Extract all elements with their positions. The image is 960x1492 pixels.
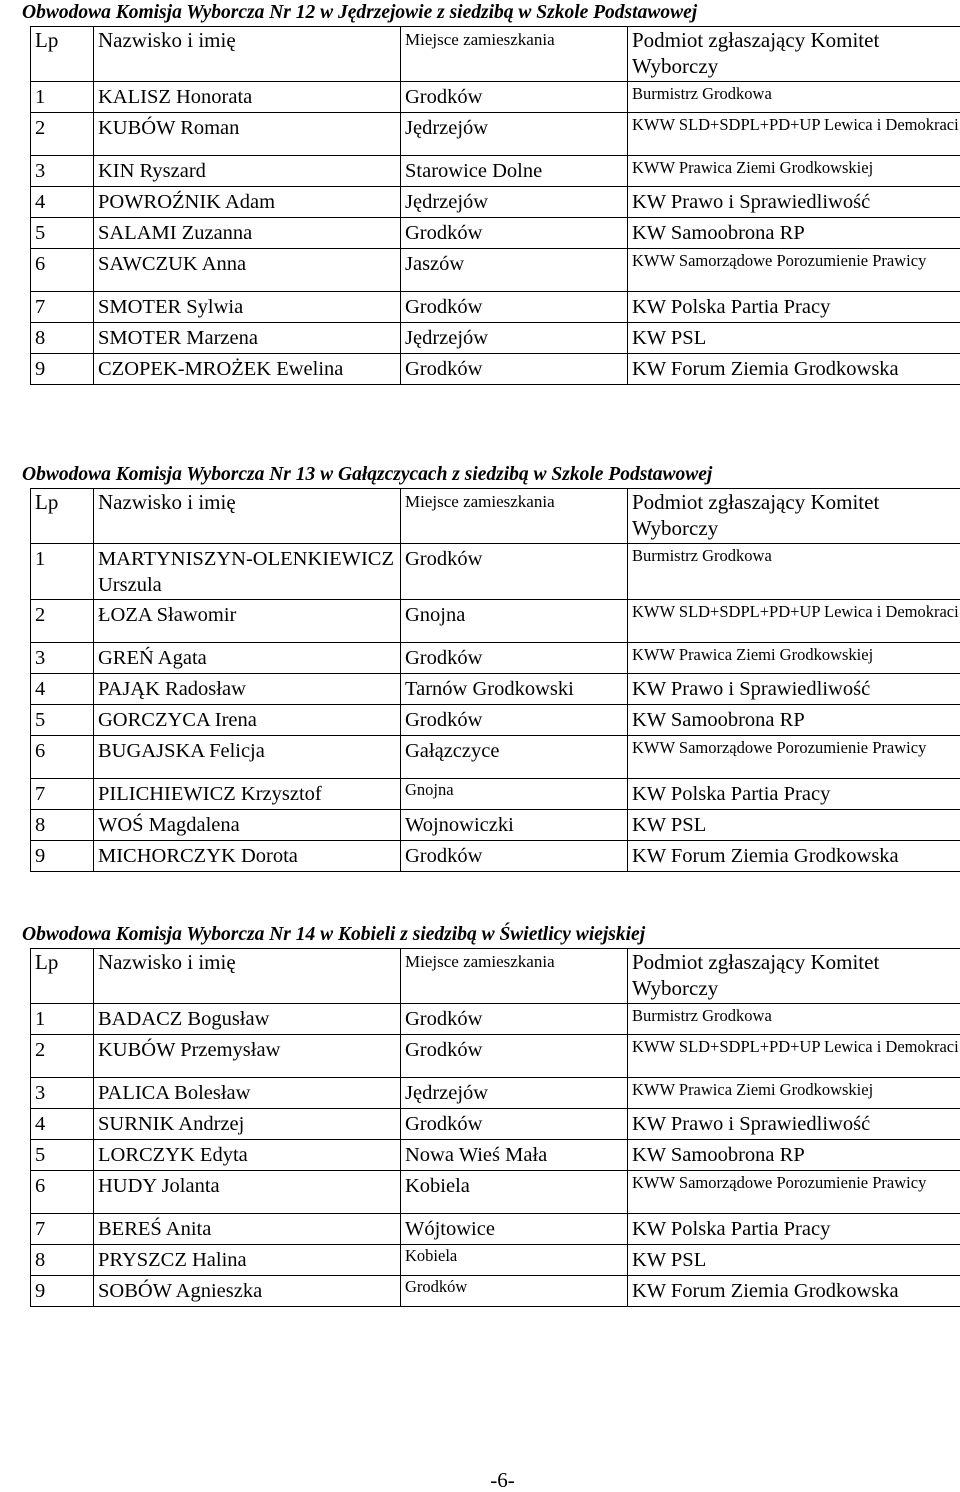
cell-sponsor: KW Polska Partia Pracy	[628, 1214, 960, 1245]
cell-sponsor: KW PSL	[628, 1245, 960, 1276]
cell-place: Nowa Wieś Mała	[401, 1140, 628, 1171]
place-text: Gnojna	[405, 780, 454, 799]
header-sponsor	[628, 949, 960, 1004]
sponsor-text: KWW Prawica Ziemi Grodkowskiej	[632, 1080, 874, 1099]
table-header-row	[31, 489, 960, 544]
cell-sponsor	[628, 156, 960, 187]
cell-lp: 4	[31, 1109, 94, 1140]
cell-lp: 3	[31, 156, 94, 187]
table-row	[31, 1171, 960, 1214]
header-lp: Lp	[31, 949, 94, 1004]
members-table	[30, 488, 960, 872]
cell-lp: 5	[31, 705, 94, 736]
cell-name: PALICA Bolesław	[94, 1078, 401, 1109]
table-row	[31, 1276, 960, 1307]
cell-lp: 7	[31, 779, 94, 810]
cell-lp: 5	[31, 218, 94, 249]
cell-place: Jędrzejów	[401, 113, 628, 156]
header-name: Nazwisko i imię	[94, 489, 401, 544]
cell-lp: 9	[31, 1276, 94, 1307]
table-row	[31, 249, 960, 292]
cell-lp: 7	[31, 292, 94, 323]
header-sponsor-line1: Podmiot zgłaszający Komitet	[632, 950, 880, 974]
cell-lp: 4	[31, 674, 94, 705]
sponsor-text: KWW SLD+SDPL+PD+UP Lewica i Demokraci	[632, 115, 959, 134]
header-sponsor-line2: Wyborczy	[632, 516, 719, 540]
table-row	[31, 113, 960, 156]
page-number: -6-	[490, 1468, 515, 1492]
cell-place: Wójtowice	[401, 1214, 628, 1245]
cell-place: Grodków	[401, 1004, 628, 1035]
sponsor-text: KWW SLD+SDPL+PD+UP Lewica i Demokraci	[632, 602, 959, 621]
cell-lp: 3	[31, 643, 94, 674]
cell-lp: 2	[31, 1035, 94, 1078]
cell-sponsor: KW Forum Ziemia Grodkowska	[628, 841, 960, 872]
cell-name: POWROŹNIK Adam	[94, 187, 401, 218]
sponsor-text: KWW Prawica Ziemi Grodkowskiej	[632, 158, 874, 177]
cell-sponsor	[628, 113, 960, 156]
cell-sponsor	[628, 249, 960, 292]
header-lp: Lp	[31, 489, 94, 544]
cell-name: WOŚ Magdalena	[94, 810, 401, 841]
table-row	[31, 218, 960, 249]
cell-place	[401, 1276, 628, 1307]
members-table	[30, 948, 960, 1307]
table-row	[31, 779, 960, 810]
table-row	[31, 841, 960, 872]
cell-sponsor: KW Samoobrona RP	[628, 1140, 960, 1171]
header-place: Miejsce zamieszkania	[401, 489, 628, 544]
cell-place: Gałązczyce	[401, 736, 628, 779]
cell-name: BEREŚ Anita	[94, 1214, 401, 1245]
cell-place: Jaszów	[401, 249, 628, 292]
cell-place: Grodków	[401, 1035, 628, 1078]
cell-name: PILICHIEWICZ Krzysztof	[94, 779, 401, 810]
sponsor-text: KWW Prawica Ziemi Grodkowskiej	[632, 645, 874, 664]
table-row	[31, 1140, 960, 1171]
cell-sponsor	[628, 600, 960, 643]
table-row	[31, 810, 960, 841]
cell-name: KUBÓW Roman	[94, 113, 401, 156]
sponsor-text: Burmistrz Grodkowa	[632, 546, 772, 565]
cell-sponsor: KW Samoobrona RP	[628, 705, 960, 736]
cell-lp: 2	[31, 113, 94, 156]
sponsor-text: Burmistrz Grodkowa	[632, 1006, 772, 1025]
cell-place: Grodków	[401, 292, 628, 323]
cell-sponsor	[628, 643, 960, 674]
cell-lp: 6	[31, 1171, 94, 1214]
header-place: Miejsce zamieszkania	[401, 949, 628, 1004]
cell-place: Grodków	[401, 218, 628, 249]
table-row	[31, 187, 960, 218]
cell-name: SALAMI Zuzanna	[94, 218, 401, 249]
cell-place: Grodków	[401, 82, 628, 113]
table-row	[31, 1035, 960, 1078]
table-row	[31, 292, 960, 323]
header-sponsor-line1: Podmiot zgłaszający Komitet	[632, 28, 880, 52]
cell-name: SOBÓW Agnieszka	[94, 1276, 401, 1307]
cell-lp: 6	[31, 249, 94, 292]
cell-name: KALISZ Honorata	[94, 82, 401, 113]
header-lp: Lp	[31, 27, 94, 82]
cell-sponsor	[628, 736, 960, 779]
section-title: Obwodowa Komisja Wyborcza Nr 12 w Jędrzejowie z siedzibą w Szkole Podstawowej	[22, 2, 698, 23]
place-text: Grodków	[405, 1277, 468, 1296]
header-sponsor	[628, 27, 960, 82]
table-row	[31, 544, 960, 600]
cell-sponsor: KW Prawo i Sprawiedliwość	[628, 187, 960, 218]
cell-place	[401, 779, 628, 810]
cell-name: MICHORCZYK Dorota	[94, 841, 401, 872]
cell-name: LORCZYK Edyta	[94, 1140, 401, 1171]
table-row	[31, 674, 960, 705]
table-header-row	[31, 949, 960, 1004]
cell-sponsor: KW Samoobrona RP	[628, 218, 960, 249]
cell-sponsor	[628, 1035, 960, 1078]
cell-name: HUDY Jolanta	[94, 1171, 401, 1214]
table-row	[31, 705, 960, 736]
cell-place: Gnojna	[401, 600, 628, 643]
sponsor-text: KWW Samorządowe Porozumienie Prawicy	[632, 251, 927, 270]
cell-lp: 8	[31, 810, 94, 841]
cell-sponsor	[628, 1078, 960, 1109]
cell-lp: 9	[31, 841, 94, 872]
section-title: Obwodowa Komisja Wyborcza Nr 14 w Kobieli z siedzibą w Świetlicy wiejskiej	[22, 924, 646, 945]
header-sponsor-line1: Podmiot zgłaszający Komitet	[632, 490, 880, 514]
cell-name: GREŃ Agata	[94, 643, 401, 674]
cell-place: Grodków	[401, 643, 628, 674]
table-row	[31, 736, 960, 779]
header-sponsor	[628, 489, 960, 544]
cell-name: SMOTER Sylwia	[94, 292, 401, 323]
table-row	[31, 1245, 960, 1276]
table-row	[31, 1078, 960, 1109]
cell-name: MARTYNISZYN-OLENKIEWICZ Urszula	[94, 544, 401, 600]
table-row	[31, 1109, 960, 1140]
cell-name: GORCZYCA Irena	[94, 705, 401, 736]
table-row	[31, 600, 960, 643]
cell-lp: 1	[31, 1004, 94, 1035]
sponsor-text: KWW SLD+SDPL+PD+UP Lewica i Demokraci	[632, 1037, 959, 1056]
cell-place: Grodków	[401, 841, 628, 872]
cell-name: CZOPEK-MROŻEK Ewelina	[94, 354, 401, 385]
section-title: Obwodowa Komisja Wyborcza Nr 13 w Gałązczycach z siedzibą w Szkole Podstawowej	[22, 464, 713, 485]
header-sponsor-line2: Wyborczy	[632, 976, 719, 1000]
cell-place	[401, 1245, 628, 1276]
cell-lp: 6	[31, 736, 94, 779]
cell-sponsor: KW PSL	[628, 323, 960, 354]
cell-lp: 9	[31, 354, 94, 385]
header-name: Nazwisko i imię	[94, 949, 401, 1004]
cell-sponsor	[628, 544, 960, 600]
sponsor-text: Burmistrz Grodkowa	[632, 84, 772, 103]
table-header-row	[31, 27, 960, 82]
members-table	[30, 26, 960, 385]
cell-place: Kobiela	[401, 1171, 628, 1214]
cell-sponsor: KW Forum Ziemia Grodkowska	[628, 354, 960, 385]
cell-lp: 2	[31, 600, 94, 643]
cell-place: Grodków	[401, 1109, 628, 1140]
cell-sponsor: KW Forum Ziemia Grodkowska	[628, 1276, 960, 1307]
cell-lp: 7	[31, 1214, 94, 1245]
cell-place: Grodków	[401, 354, 628, 385]
cell-place: Grodków	[401, 544, 628, 600]
header-place: Miejsce zamieszkania	[401, 27, 628, 82]
cell-place: Jędrzejów	[401, 187, 628, 218]
cell-name: PRYSZCZ Halina	[94, 1245, 401, 1276]
cell-sponsor: KW Polska Partia Pracy	[628, 779, 960, 810]
cell-place: Tarnów Grodkowski	[401, 674, 628, 705]
cell-name: KIN Ryszard	[94, 156, 401, 187]
cell-place: Jędrzejów	[401, 1078, 628, 1109]
table-row	[31, 82, 960, 113]
cell-place: Grodków	[401, 705, 628, 736]
cell-sponsor	[628, 1004, 960, 1035]
cell-name: SAWCZUK Anna	[94, 249, 401, 292]
cell-name: BADACZ Bogusław	[94, 1004, 401, 1035]
table-row	[31, 354, 960, 385]
cell-lp: 3	[31, 1078, 94, 1109]
table-row	[31, 1214, 960, 1245]
cell-name: PAJĄK Radosław	[94, 674, 401, 705]
cell-name: SURNIK Andrzej	[94, 1109, 401, 1140]
cell-name: ŁOZA Sławomir	[94, 600, 401, 643]
cell-sponsor: KW PSL	[628, 810, 960, 841]
place-text: Kobiela	[405, 1246, 458, 1265]
header-name: Nazwisko i imię	[94, 27, 401, 82]
table-row	[31, 323, 960, 354]
cell-lp: 5	[31, 1140, 94, 1171]
sponsor-text: KWW Samorządowe Porozumienie Prawicy	[632, 1173, 927, 1192]
cell-sponsor: KW Prawo i Sprawiedliwość	[628, 674, 960, 705]
cell-name: BUGAJSKA Felicja	[94, 736, 401, 779]
cell-lp: 8	[31, 1245, 94, 1276]
cell-place: Jędrzejów	[401, 323, 628, 354]
table-row	[31, 156, 960, 187]
cell-lp: 4	[31, 187, 94, 218]
header-sponsor-line2: Wyborczy	[632, 54, 719, 78]
cell-lp: 8	[31, 323, 94, 354]
cell-place: Wojnowiczki	[401, 810, 628, 841]
table-row	[31, 643, 960, 674]
cell-name: SMOTER Marzena	[94, 323, 401, 354]
cell-name: KUBÓW Przemysław	[94, 1035, 401, 1078]
cell-sponsor	[628, 1171, 960, 1214]
cell-lp: 1	[31, 544, 94, 600]
cell-sponsor	[628, 82, 960, 113]
sponsor-text: KWW Samorządowe Porozumienie Prawicy	[632, 738, 927, 757]
cell-place: Starowice Dolne	[401, 156, 628, 187]
cell-sponsor: KW Prawo i Sprawiedliwość	[628, 1109, 960, 1140]
cell-sponsor: KW Polska Partia Pracy	[628, 292, 960, 323]
table-row	[31, 1004, 960, 1035]
cell-lp: 1	[31, 82, 94, 113]
